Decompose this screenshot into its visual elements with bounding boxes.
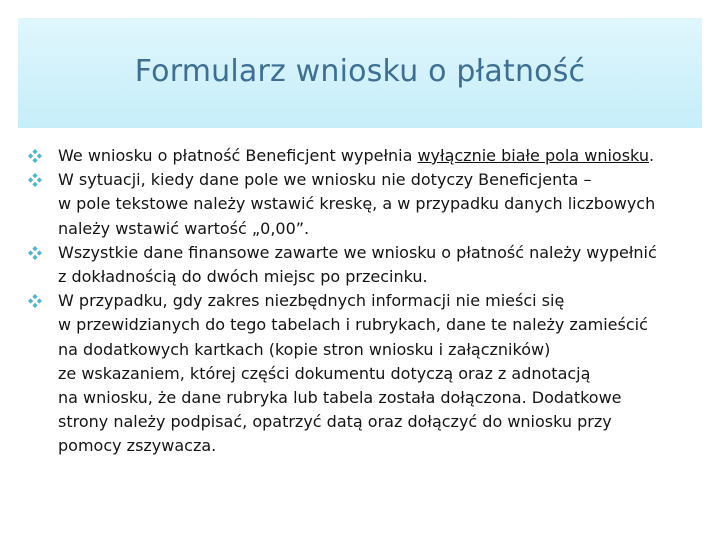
diamond-bullet-icon xyxy=(28,294,42,308)
bullet-line: na wniosku, że dane rubryka lub tabela została dołączona. Dodatkowe xyxy=(58,388,622,408)
bullet-item xyxy=(26,289,698,458)
bullet-list xyxy=(26,144,698,459)
bullet-line: Wszystkie dane finansowe zawarte we wniosku o płatność należy wypełnić xyxy=(58,242,657,262)
bullet-line xyxy=(58,144,698,168)
bullet-line: W przypadku, gdy zakres niezbędnych informacji nie mieści się xyxy=(58,291,565,311)
bullet-line: w pole tekstowe należy wstawić kreskę, a w przypadku danych liczbowych xyxy=(58,194,656,214)
bullet-item xyxy=(26,241,698,289)
bullet-line: pomocy zszywacza. xyxy=(58,436,217,456)
bullet-line: W sytuacji, kiedy dane pole we wniosku nie dotyczy Beneficjenta – xyxy=(58,170,592,190)
bullet-line: na dodatkowych kartkach (kopie stron wniosku i załączników) xyxy=(58,339,551,359)
bullet-text-end: . xyxy=(648,146,655,165)
bullet-line: należy wstawić wartość „0,00”. xyxy=(58,218,310,238)
bullet-item xyxy=(26,168,698,241)
bullet-line: strony należy podpisać, opatrzyć datą oraz dołączyć do wniosku przy xyxy=(58,412,612,432)
slide-title: Formularz wniosku o płatność xyxy=(134,54,586,89)
bullet-line: z dokładnością do dwóch miejsc po przecinku. xyxy=(58,267,428,287)
bullet-item xyxy=(26,144,698,168)
diamond-bullet-icon xyxy=(28,246,42,260)
underlined-text: wyłącznie białe pola wniosku xyxy=(417,146,649,165)
bullet-line: ze wskazaniem, której części dokumentu dotyczą oraz z adnotacją xyxy=(58,363,591,383)
diamond-bullet-icon xyxy=(28,149,42,163)
diamond-bullet-icon xyxy=(28,173,42,187)
bullet-line: w przewidzianych do tego tabelach i rubrykach, dane te należy zamieścić xyxy=(58,315,648,335)
bullet-text: We wniosku o płatność Beneficjent wypełnia xyxy=(58,146,418,165)
